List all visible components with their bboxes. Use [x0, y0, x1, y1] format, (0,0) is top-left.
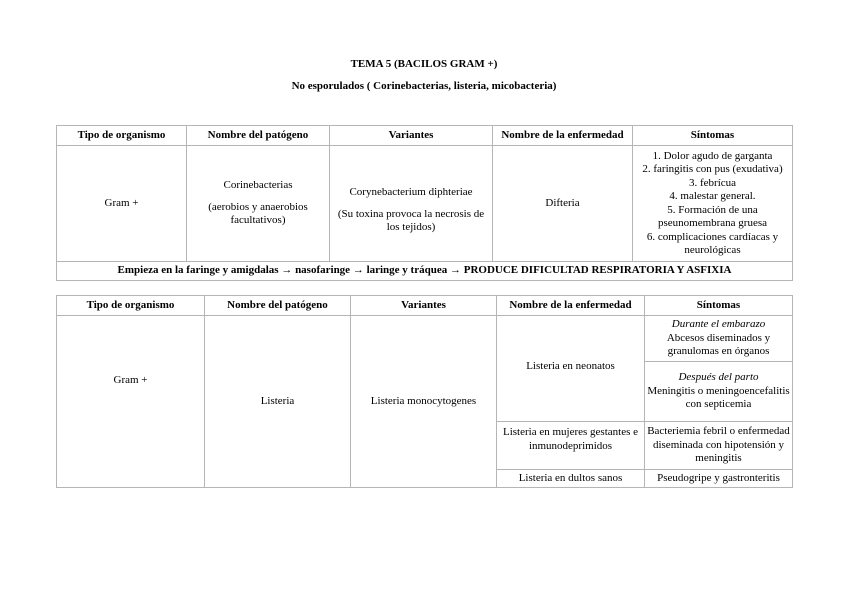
column-header: Variantes — [330, 126, 493, 146]
corinebacterias-table — [56, 125, 793, 281]
progression-note: Empieza en la faringe y amigdalas → nasofaringe → laringe y tráquea → PRODUCE DIFICULTAD RESPIRATORIA Y ASFIXIA — [57, 262, 793, 281]
variant-cell: Listeria monocytogenes — [351, 316, 497, 488]
variant-note: (Su toxina provoca la necrosis de los tejidos) — [337, 207, 485, 234]
symptom-heading: Después del parto — [678, 371, 759, 384]
symptoms-cell: Pseudogripe y gastronteritis — [645, 470, 793, 488]
column-header: Nombre de la enfermedad — [497, 296, 645, 316]
column-header: Nombre de la enfermedad — [493, 126, 633, 146]
organism-cell: Gram + — [57, 146, 187, 262]
column-header: Síntomas — [645, 296, 793, 316]
disease-cell: Listeria en neonatos — [497, 316, 645, 422]
table-footer-row — [57, 262, 793, 281]
column-header: Variantes — [351, 296, 497, 316]
symptom-heading: Durante el embarazo — [671, 318, 766, 331]
symptom-item: 6. complicaciones cardíacas y neurológicas — [646, 230, 779, 256]
symptom-item: 5. Formación de una pseunomembrana gruesa — [657, 203, 768, 229]
pathogen-name: Corinebacterias — [223, 179, 293, 192]
pathogen-note: (aerobios y anaerobios facultativos) — [208, 200, 308, 227]
table-header-row — [57, 296, 793, 316]
symptom-item: 2. faringitis con pus (exudativa) — [642, 163, 783, 175]
column-header: Nombre del patógeno — [187, 126, 330, 146]
symptom-item: 4. malestar general. — [669, 190, 756, 202]
table-row — [57, 316, 793, 362]
symptoms-cell — [645, 362, 793, 422]
page-subtitle: No esporulados ( Corinebacterias, listeria, micobacteria) — [291, 80, 557, 92]
column-header: Tipo de organismo — [57, 296, 205, 316]
column-header: Síntomas — [633, 126, 793, 146]
table-row — [57, 146, 793, 262]
symptoms-cell — [633, 146, 793, 262]
symptom-text: Abcesos diseminados y granulomas en órganos — [666, 331, 771, 358]
disease-cell: Listeria en dultos sanos — [497, 470, 645, 488]
symptoms-cell: Bacteriemia febril o enfermedad diseminada con hipotensión y meningitis — [645, 422, 793, 470]
organism-cell: Gram + — [57, 316, 205, 488]
symptom-item: 3. febrícua — [688, 176, 737, 189]
disease-cell: Difteria — [493, 146, 633, 262]
variant-name: Corynebacterium diphteriae — [349, 186, 473, 199]
pathogen-cell — [187, 146, 330, 262]
listeria-table — [56, 295, 793, 488]
symptom-item: 1. Dolor agudo de garganta — [652, 149, 773, 162]
variant-cell — [330, 146, 493, 262]
disease-cell: Listeria en mujeres gestantes e inmunodeprimidos — [497, 422, 645, 470]
page-title: TEMA 5 (BACILOS GRAM +) — [350, 58, 498, 70]
pathogen-cell: Listeria — [205, 316, 351, 488]
column-header: Nombre del patógeno — [205, 296, 351, 316]
symptom-text: Meningitis o meningoencefalitis con septicemia — [647, 384, 790, 411]
column-header: Tipo de organismo — [57, 126, 187, 146]
symptoms-cell — [645, 316, 793, 362]
table-header-row — [57, 126, 793, 146]
